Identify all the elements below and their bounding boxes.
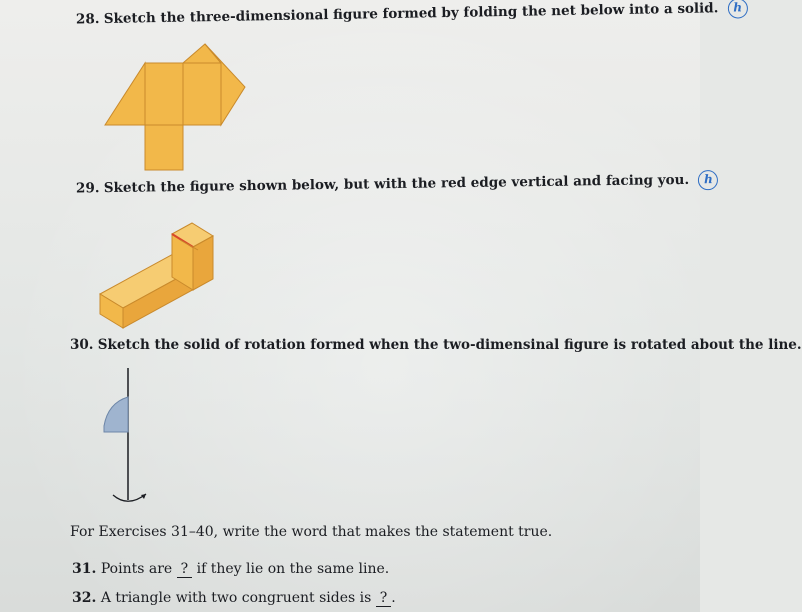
exercise-32 — [72, 590, 396, 607]
question-number: 29. — [75, 180, 100, 197]
net-square-top-right — [183, 63, 221, 125]
question-text: Sketch the solid of rotation formed when the two-dimensinal figure is rotated about the line. — [97, 337, 802, 353]
fill-in-blank: ? — [177, 561, 193, 578]
question-number: 28. — [75, 11, 100, 28]
exercises-intro: For Exercises 31–40, write the word that makes the statement true. — [70, 524, 553, 540]
quarter-circle-arc — [104, 397, 128, 432]
exercise-text-before: A triangle with two congruent sides is — [100, 590, 372, 606]
question-number: 30. — [70, 337, 94, 353]
exercise-number: 31. — [72, 561, 97, 577]
net-square-top-left — [145, 63, 183, 125]
net-right-triangle — [183, 44, 221, 63]
exercise-text-after: if they lie on the same line. — [196, 561, 390, 577]
rotation-arrow-icon — [113, 494, 146, 501]
hint-badge-icon: h — [728, 0, 748, 19]
exercise-number: 32. — [72, 590, 97, 606]
rotation-figure — [104, 368, 146, 501]
exercise-text-before: Points are — [100, 561, 173, 577]
fill-in-blank: ? — [376, 590, 392, 607]
exercise-31 — [72, 561, 389, 578]
question-text: Sketch the figure shown below, but with the red edge vertical and facing you. — [103, 171, 690, 197]
net-bottom-square — [145, 125, 183, 170]
l-shape-solid — [100, 223, 213, 328]
hint-badge-icon: h — [698, 170, 718, 190]
question-text: Sketch the three-dimensional figure formed by folding the net below into a solid. — [103, 0, 719, 28]
net-figure — [105, 44, 245, 170]
net-left-triangle — [105, 63, 145, 125]
exercise-text-after: . — [391, 590, 396, 606]
